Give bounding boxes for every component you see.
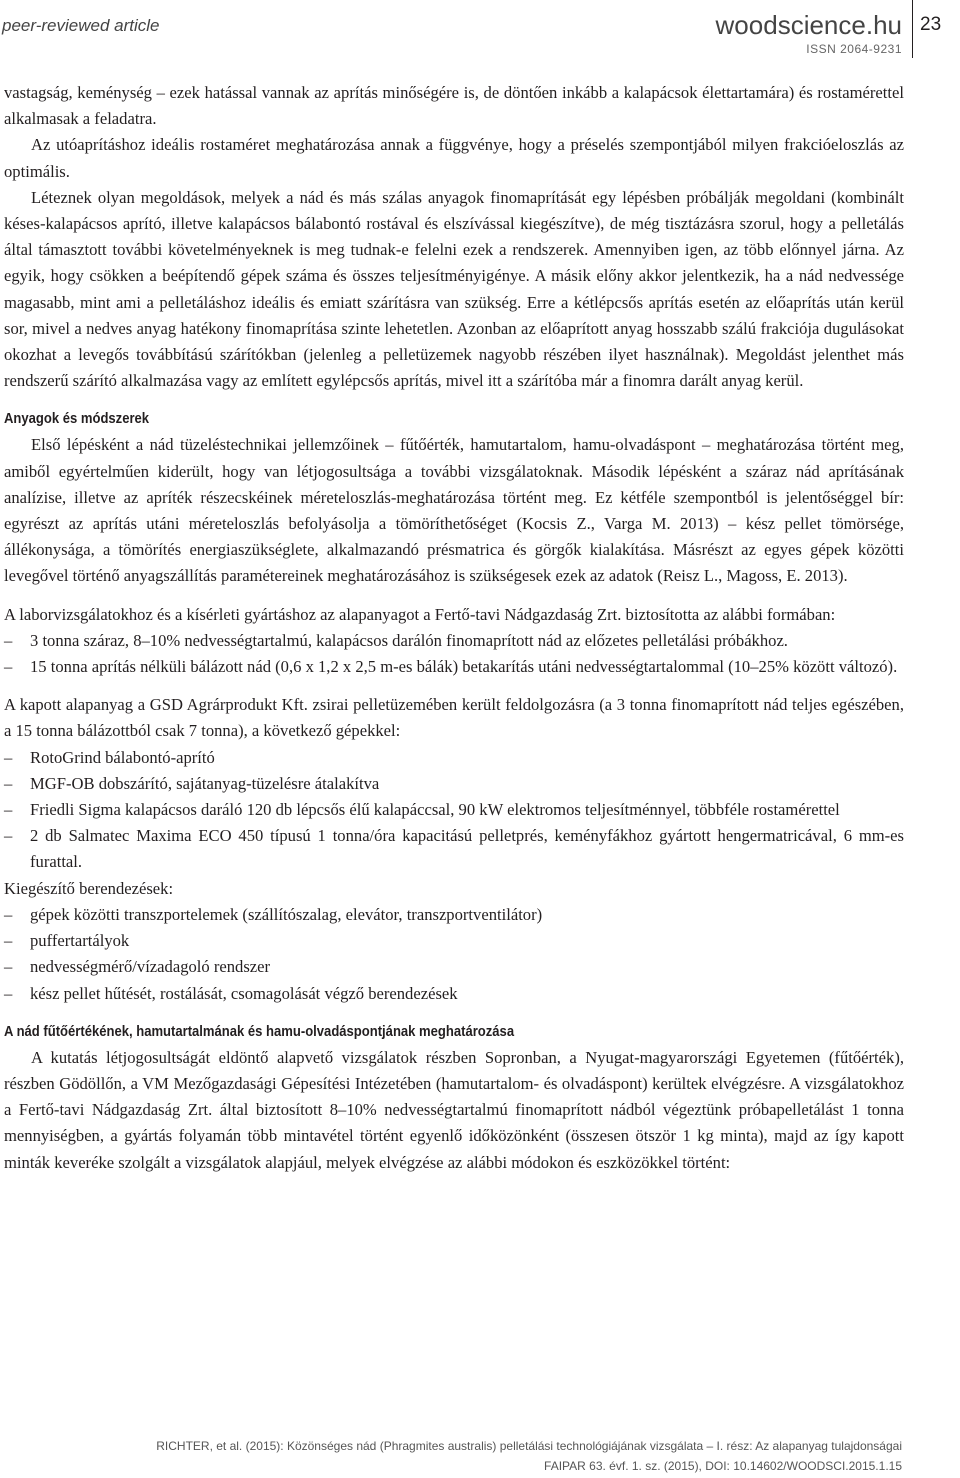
page-number: 23 — [920, 14, 942, 35]
list-dash: – — [4, 983, 13, 1003]
list-dash: – — [4, 931, 13, 951]
calorific-paragraph-1: A kutatás létjogosultságát eldöntő alapvető vizsgálatok részben Sopronban, a Nyugat-magyarországi Egyetemen (fűtőérték), részben Gödöllőn, a VM Mezőgazdasági Gépesítési Intézetében (hamutartalom- és olvadáspont) kerültek elvégzésre. A vizsgálatokhoz a Fertő-tavi Nádgazdaság Zrt. által biztosított 8–10% nedvességtartalmú finomaprított nádból végeztünk próbapelletálást 1 tonna mennyiségben, a gyártás folyamán több mintavétel történt egyenlő időközönként (összesen ötször 1 kg minta), majd az így kapott minták keveréke szolgált a vizsgálatok alapjául, melyek elvégzése az alábbi módokon és eszközökkel történt: — [4, 1047, 904, 1172]
section-heading-calorific-value: A nád fűtőértékének, hamutartalmának és hamu-olvadáspontjának meghatározása — [4, 1023, 515, 1040]
list-dash: – — [4, 747, 13, 767]
article-body — [4, 80, 904, 1176]
citation-line: RICHTER, et al. (2015): Közönséges nád (Phragmites australis) pelletálási technológiájának vizsgálata – I. rész: Az alapanyag tulajdonságai — [156, 1439, 902, 1453]
citation-footer — [156, 1436, 902, 1476]
article-type-label: peer-reviewed article — [2, 16, 160, 35]
list-item: – nedvességmérő/vízadagoló rendszer — [4, 954, 904, 980]
list-dash: – — [4, 826, 13, 846]
doi-line: FAIPAR 63. évf. 1. sz. (2015), DOI: 10.14602/WOODSCI.2015.1.15 — [544, 1459, 902, 1473]
raw-material-list — [4, 628, 904, 680]
list-item: – MGF-OB dobszárító, sajátanyag-tüzelésre átalakítva — [4, 771, 904, 797]
methods-paragraph-1: Első lépésként a nád tüzeléstechnikai jellemzőinek – fűtőérték, hamutartalom, hamu-olvadáspont – meghatározása történt meg, amiből egyértelműen kiderült, hogy van létjogosultsága a további vizsgálatoknak. Második lépésként a száraz nád aprításának analízise, illetve az apríték részecskéinek méreteloszlás-meghatározása történt meg. Ez kétféle szempontból is jelentőséggel bír: egyrészt az aprítás utáni méreteloszlás befolyásolja a tömöríthetőséget (Kocsis Z., Varga M. 2013) – kész pellet tömörsége, állékonysága, a tömörítés energiaszükséglete, alkalmazandó présmatrica és görgők kialakítása. Másrészt az egyes gépek közötti levegővel történő anyagszállítás paramétereinek meghatározásához is szükségesek ezek az adatok (Reisz L., Magoss, E. 2013). — [4, 435, 904, 586]
methods-paragraph-3: A kapott alapanyag a GSD Agrárprodukt Kft. zsirai pelletüzemében került feldolgozásra (a 3 tonna finomaprított nád teljes egészében, a 15 tonna bálázottból csak 7 tonna), a következő gépekkel: — [4, 695, 904, 741]
list-dash: – — [4, 630, 13, 650]
list-item: – RotoGrind bálabontó-aprító — [4, 745, 904, 771]
journal-site-link[interactable]: woodscience.hu — [715, 10, 902, 40]
list-dash: – — [4, 773, 13, 793]
intro-paragraph-3: Léteznek olyan megoldások, melyek a nád és más szálas anyagok finomaprítását egy lépésben próbálják megoldani (kombinált késes-kalapácsos aprító, illetve kalapácsos bálabontó rostával és elszívással kiegészítve), de még tisztázásra szorul, hogy a pelletálás által támasztott további követelményeknek is meg tudnak-e felelni ezek a rendszerek. Amennyiben igen, az több előnnyel járna. Az egyik, hogy csökken a beépítendő gépek száma és összes teljesítményigénye. A másik előny akkor jelentkezik, ha a nád nedvessége magasabb, mint ami a pelletáláshoz ideális és emiatt szárításra van szükség. Erre a kétlépcsős aprítás esetén az előaprítás után kerül sor, mivel a nedves anyag hatékony finomaprítása szinte lehetetlen. Azonban az előaprított anyag hosszabb szálú frakciója dugulásokat okozhat a levegős továbbítású szárítókban (jelenleg a pelletüzemek nagyobb részében ilyet használnak). Megoldást jelenthet más rendszerű szárító alkalmazása vagy az említett egylépcsős aprítás, mivel itt a szárítóba már a finomra darált anyag kerül. — [4, 187, 904, 391]
methods-paragraph-2: A laborvizsgálatokhoz és a kísérleti gyártáshoz az alapanyagot a Fertő-tavi Nádgazdaság Zrt. biztosította az alábbi formában: — [4, 604, 836, 624]
list-dash: – — [4, 657, 13, 677]
list-item: – Friedli Sigma kalapácsos daráló 120 db lépcsős élű kalapáccsal, 90 kW elektromos teljesítménnyel, többféle rostamérettel — [4, 797, 904, 823]
auxiliary-equipment-label: Kiegészítő berendezések: — [4, 878, 174, 898]
list-item: – 2 db Salmatec Maxima ECO 450 típusú 1 tonna/óra kapacitású pelletprés, keményfákhoz gyártott hengermatricával, 6 mm-es furattal. — [4, 823, 904, 875]
list-item: – 15 tonna aprítás nélküli bálázott nád (0,6 x 1,2 x 2,5 m-es bálák) betakarítás utáni nedvességtartalommal (10–25% között változó). — [4, 654, 904, 680]
machine-list — [4, 745, 904, 876]
list-dash: – — [4, 904, 13, 924]
header-divider — [912, 0, 913, 58]
list-item: – gépek közötti transzportelemek (szállítószalag, elevátor, transzportventilátor) — [4, 902, 904, 928]
list-item: – 3 tonna száraz, 8–10% nedvességtartalmú, kalapácsos darálón finomaprított nád az előzetes pelletálási próbákhoz. — [4, 628, 904, 654]
section-heading-materials-methods: Anyagok és módszerek — [4, 411, 150, 428]
list-dash: – — [4, 800, 13, 820]
auxiliary-equipment-list — [4, 902, 904, 1007]
list-dash: – — [4, 957, 13, 977]
intro-paragraph-2: Az utóaprításhoz ideális rostaméret meghatározása annak a függvénye, hogy a préselés szempontjából milyen frakcióeloszlás az optimális. — [4, 135, 904, 181]
list-item: – kész pellet hűtését, rostálását, csomagolását végző berendezések — [4, 981, 904, 1007]
list-item: – puffertartályok — [4, 928, 904, 954]
intro-paragraph-1: vastagság, keménység – ezek hatással vannak az aprítás minőségére is, de döntően inkább a kalapácsok élettartamára) és rostamérettel alkalmasak a feladatra. — [4, 83, 904, 129]
issn-label: ISSN 2064-9231 — [806, 42, 902, 56]
